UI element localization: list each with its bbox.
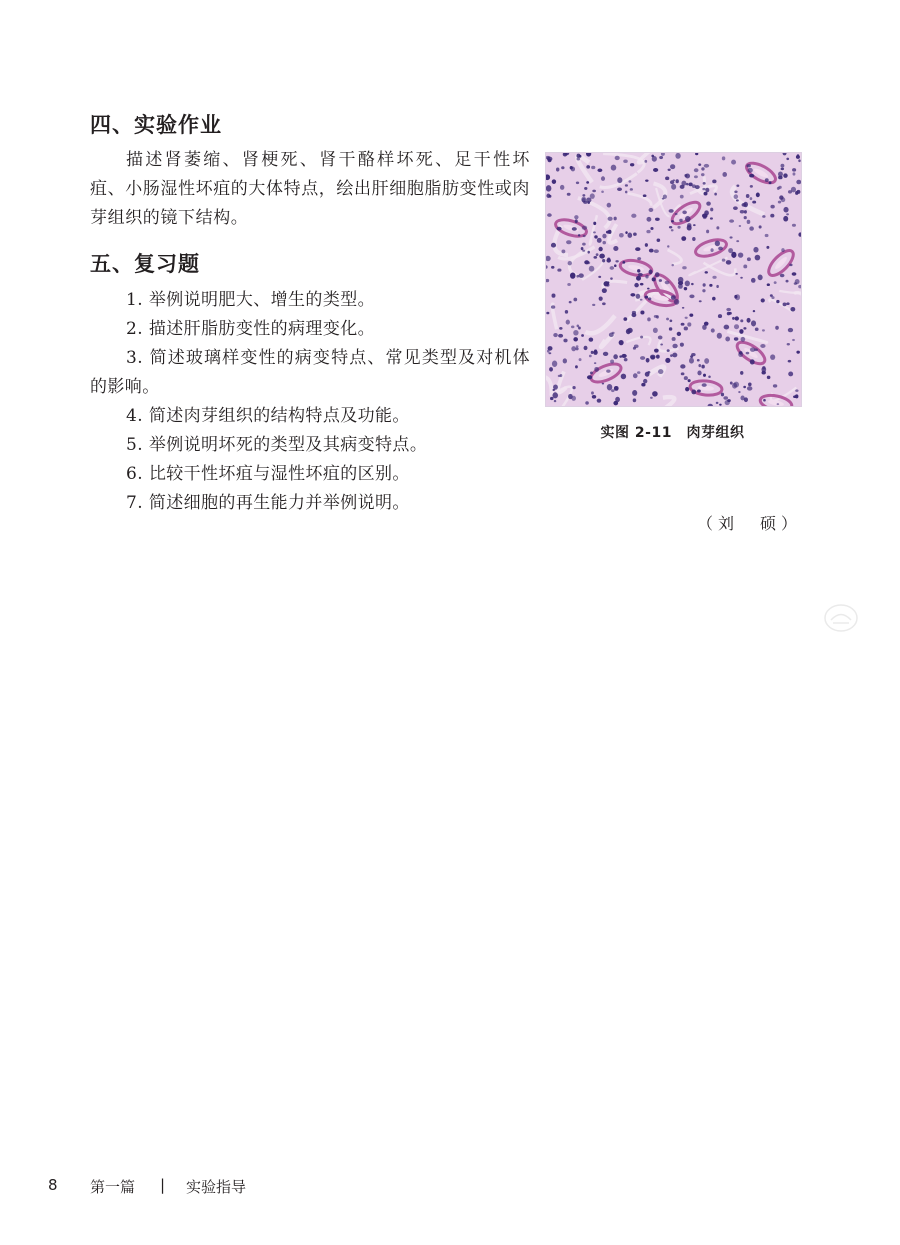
section-4-heading: 四、实验作业 <box>90 113 222 137</box>
review-question: 6. 比较干性坏疽与湿性坏疽的区别。 <box>126 464 410 484</box>
granulation-tissue-micrograph <box>545 152 802 407</box>
micrograph-image <box>546 153 801 406</box>
figure-caption: 实图 2-11 肉芽组织 <box>600 425 745 441</box>
review-question-list <box>90 286 530 518</box>
review-question: 4. 简述肉芽组织的结构特点及功能。 <box>126 406 410 426</box>
footer-title: 实验指导 <box>186 1178 247 1196</box>
author-credit: （刘 硕） <box>696 514 802 533</box>
review-question: 3. 简述玻璃样变性的病变特点、常见类型及对机体的影响。 <box>90 348 530 397</box>
publisher-watermark-icon <box>823 603 859 633</box>
section-5-heading: 五、复习题 <box>90 252 200 276</box>
footer-part: 第一篇 <box>90 1178 136 1196</box>
page-number: 8 <box>48 1176 58 1194</box>
section-4-paragraph: 描述肾萎缩、肾梗死、肾干酪样坏死、足干性坏疽、小肠湿性坏疽的大体特点，绘出肝细胞脂肪变性或肉芽组织的镜下结构。 <box>90 150 530 228</box>
review-question: 7. 简述细胞的再生能力并举例说明。 <box>126 493 410 513</box>
review-question: 1. 举例说明肥大、增生的类型。 <box>126 290 376 310</box>
review-question: 2. 描述肝脂肪变性的病理变化。 <box>126 319 376 339</box>
footer-separator: | <box>160 1176 166 1194</box>
review-question: 5. 举例说明坏死的类型及其病变特点。 <box>126 435 428 455</box>
